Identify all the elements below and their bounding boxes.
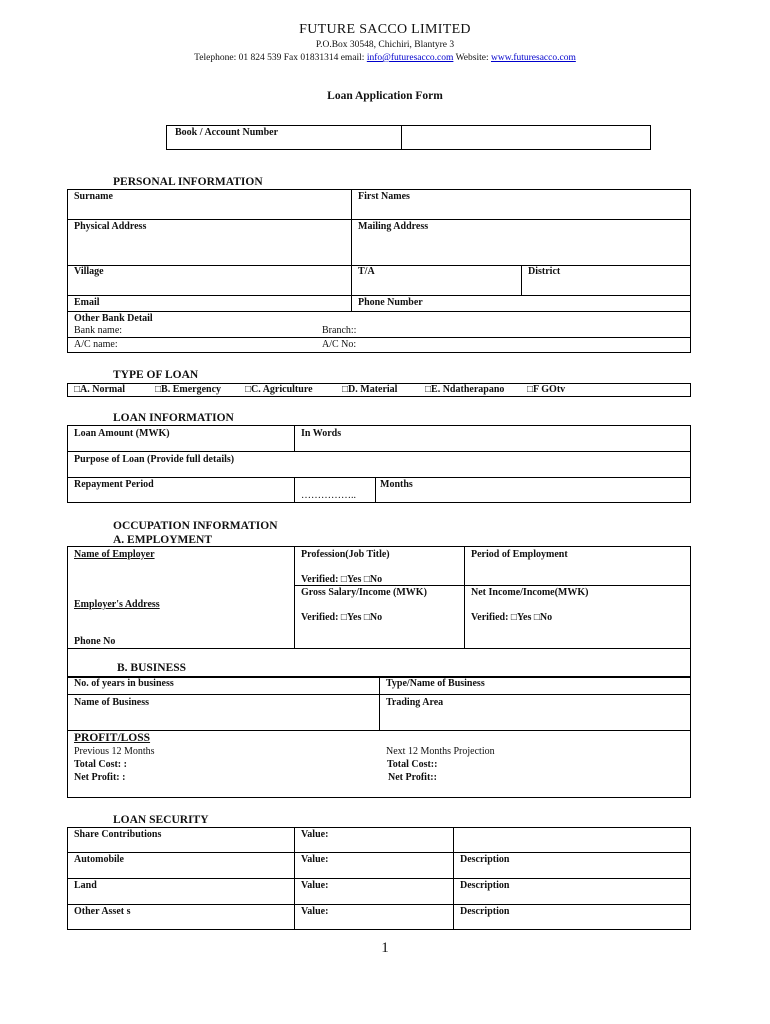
repayment-period-input[interactable]: ……………..	[301, 490, 356, 501]
website-prefix: Website:	[453, 53, 491, 63]
net-income-field[interactable]: Net Income/Income(MWK)	[471, 587, 589, 598]
divider	[294, 477, 295, 503]
security-item-label: Other Asset s	[74, 906, 131, 917]
period-employment-field[interactable]: Period of Employment	[471, 549, 568, 560]
email-link[interactable]: info@futuresacco.com	[366, 53, 454, 63]
trading-area-field[interactable]: Trading Area	[386, 697, 444, 708]
district-field[interactable]: District	[528, 266, 561, 277]
in-words-field[interactable]: In Words	[301, 428, 342, 439]
personal-section-title: PERSONAL INFORMATION	[113, 176, 263, 188]
divider	[294, 585, 691, 586]
personal-info-table	[67, 189, 691, 353]
loan-amount-field[interactable]: Loan Amount (MWK)	[74, 428, 170, 439]
profit-loss-heading: PROFIT/LOSS	[74, 732, 151, 744]
security-description-field[interactable]: Description	[460, 906, 510, 917]
divider	[67, 730, 691, 731]
mailing-address-field[interactable]: Mailing Address	[358, 221, 429, 232]
divider	[521, 265, 522, 295]
divider	[67, 852, 691, 853]
next-12-months-label: Next 12 Months Projection	[386, 746, 495, 757]
repayment-period-label: Repayment Period	[74, 479, 154, 490]
divider	[67, 295, 691, 296]
divider	[67, 265, 691, 266]
branch-field[interactable]: Branch::	[322, 325, 357, 336]
security-value-field[interactable]: Value:	[301, 829, 329, 840]
security-value-field[interactable]: Value:	[301, 880, 329, 891]
account-number-label: Book / Account Number	[175, 127, 279, 138]
employer-phone-field[interactable]: Phone No	[74, 636, 116, 647]
loan-type-agriculture-checkbox[interactable]: □C. Agriculture	[245, 384, 313, 395]
net-verified-checkbox[interactable]: Verified: □Yes □No	[471, 612, 553, 623]
divider	[294, 425, 295, 451]
form-title: Loan Application Form	[327, 90, 443, 102]
security-item-label: Share Contributions	[74, 829, 162, 840]
ac-no-field[interactable]: A/C No:	[322, 339, 357, 350]
divider	[67, 337, 691, 338]
security-item-label: Land	[74, 880, 97, 891]
net-profit-previous-field[interactable]: Net Profit: :	[74, 772, 126, 783]
security-value-field[interactable]: Value:	[301, 854, 329, 865]
employment-subtitle: A. EMPLOYMENT	[113, 534, 213, 546]
divider	[464, 546, 465, 648]
bank-name-field[interactable]: Bank name:	[74, 325, 123, 336]
village-field[interactable]: Village	[74, 266, 104, 277]
loan-type-normal-checkbox[interactable]: □A. Normal	[74, 384, 126, 395]
divider	[67, 219, 691, 220]
loan-info-section-title: LOAN INFORMATION	[113, 412, 234, 424]
ac-name-field[interactable]: A/C name:	[74, 339, 118, 350]
divider	[351, 189, 352, 311]
divider	[294, 546, 295, 648]
employer-name-field[interactable]: Name of Employer	[74, 549, 155, 560]
divider	[67, 648, 691, 649]
ta-field[interactable]: T/A	[358, 266, 375, 277]
loan-type-ndatherapano-checkbox[interactable]: □E. Ndatherapano	[425, 384, 505, 395]
divider	[294, 827, 295, 930]
page-number: 1	[381, 940, 389, 956]
loan-type-material-checkbox[interactable]: □D. Material	[342, 384, 398, 395]
website-link[interactable]: www.futuresacco.com	[490, 53, 576, 63]
security-description-field[interactable]: Description	[460, 854, 510, 865]
surname-field[interactable]: Surname	[74, 191, 113, 202]
other-bank-label: Other Bank Detail	[74, 313, 153, 324]
loan-type-section-title: TYPE OF LOAN	[113, 369, 199, 381]
months-label: Months	[380, 479, 413, 490]
company-address: P.O.Box 30548, Chichiri, Blantyre 3	[315, 40, 455, 50]
divider	[375, 477, 376, 503]
divider	[67, 451, 691, 452]
purpose-field[interactable]: Purpose of Loan (Provide full details)	[74, 454, 235, 465]
divider	[67, 311, 691, 312]
profession-field[interactable]: Profession(Job Title)	[301, 549, 390, 560]
first-names-field[interactable]: First Names	[358, 191, 410, 202]
security-item-label: Automobile	[74, 854, 124, 865]
email-field[interactable]: Email	[74, 297, 100, 308]
years-in-business-field[interactable]: No. of years in business	[74, 678, 174, 689]
loan-type-gotv-checkbox[interactable]: □F GOtv	[527, 384, 566, 395]
business-name-field[interactable]: Name of Business	[74, 697, 150, 708]
security-value-field[interactable]: Value:	[301, 906, 329, 917]
gross-verified-checkbox[interactable]: Verified: □Yes □No	[301, 612, 383, 623]
divider	[67, 904, 691, 905]
loan-type-emergency-checkbox[interactable]: □B. Emergency	[155, 384, 222, 395]
divider	[401, 125, 402, 150]
company-contact	[0, 53, 770, 63]
phone-number-field[interactable]: Phone Number	[358, 297, 423, 308]
total-cost-previous-field[interactable]: Total Cost: :	[74, 759, 127, 770]
gross-salary-field[interactable]: Gross Salary/Income (MWK)	[301, 587, 427, 598]
net-profit-next-field[interactable]: Net Profit::	[388, 772, 437, 783]
previous-12-months-label: Previous 12 Months	[74, 746, 155, 757]
total-cost-next-field[interactable]: Total Cost::	[387, 759, 438, 770]
occupation-section-title: OCCUPATION INFORMATION	[113, 520, 278, 532]
security-description-field[interactable]: Description	[460, 880, 510, 891]
business-type-field[interactable]: Type/Name of Business	[386, 678, 485, 689]
divider	[379, 676, 380, 730]
employer-address-field[interactable]: Employer's Address	[74, 599, 160, 610]
divider	[453, 827, 454, 930]
business-subtitle: B. BUSINESS	[117, 662, 187, 674]
contact-prefix: Telephone: 01 824 539 Fax 01831314 email:	[194, 53, 367, 63]
divider	[67, 477, 691, 478]
company-name: FUTURE SACCO LIMITED	[299, 22, 471, 37]
profession-verified-checkbox[interactable]: Verified: □Yes □No	[301, 574, 383, 585]
divider	[67, 878, 691, 879]
security-section-title: LOAN SECURITY	[113, 814, 209, 826]
physical-address-field[interactable]: Physical Address	[74, 221, 147, 232]
